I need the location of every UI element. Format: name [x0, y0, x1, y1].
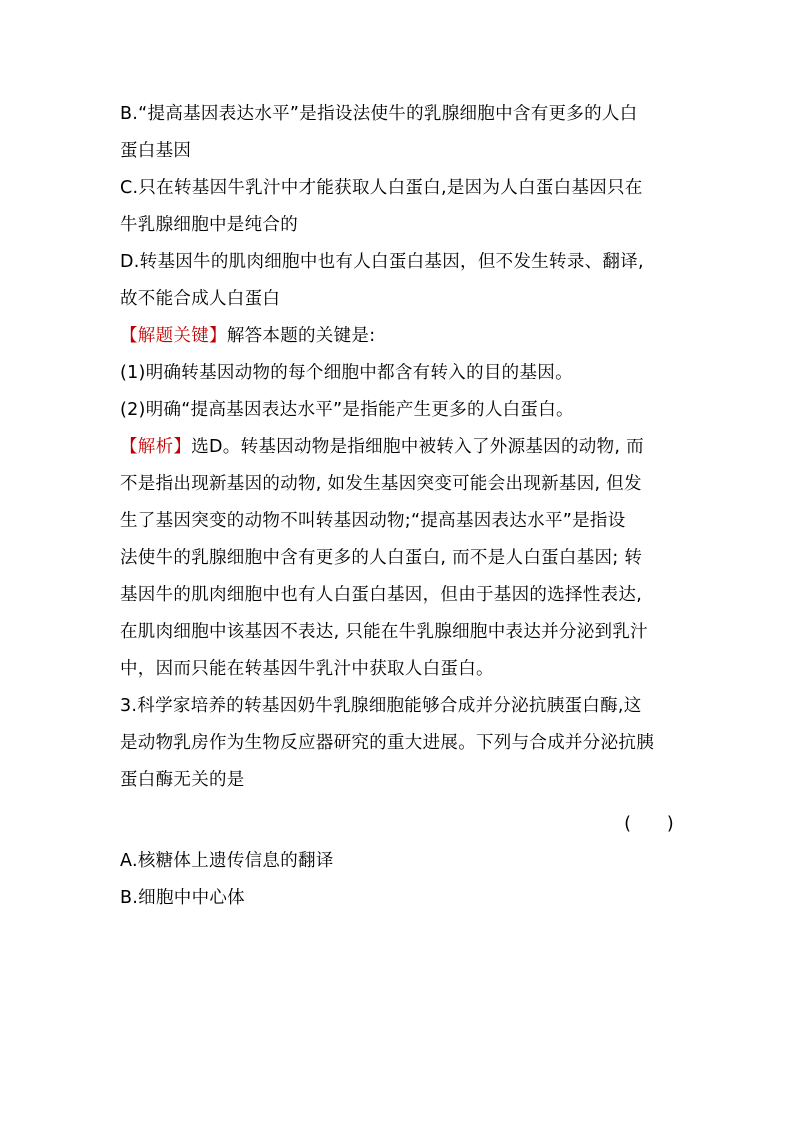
key-intro-line	[120, 318, 680, 355]
key-point-1: (1)明确转基因动物的每个细胞中都含有转入的目的基因。	[120, 363, 573, 383]
option-c-line-2: 牛乳腺细胞中是纯合的	[120, 215, 298, 235]
question-3-line-3: 蛋白酶无关的是	[120, 770, 245, 790]
document-page	[120, 96, 680, 917]
key-tag: 【解题关键】	[120, 326, 227, 346]
analysis-line-1	[120, 429, 680, 466]
analysis-tag: 【解析】	[120, 437, 192, 457]
option-d-line-2: 故不能合成人白蛋白	[120, 289, 281, 309]
question-3-line-2: 是动物乳房作为生物反应器研究的重大进展。下列与合成并分泌抗胰	[120, 733, 654, 753]
option-c-line-1: C.只在转基因牛乳汁中才能获取人白蛋白,是因为人白蛋白基因只在	[120, 178, 643, 198]
analysis-line-6: 在肌肉细胞中该基因不表达, 只能在牛乳腺细胞中表达并分泌到乳汁	[120, 622, 648, 642]
option-b-line-2: 蛋白基因	[120, 141, 192, 161]
analysis-line-5: 基因牛的肌肉细胞中也有人白蛋白基因，但由于基因的选择性表达,	[120, 585, 643, 605]
analysis-line-2: 不是指出现新基因的动物, 如发生基因突变可能会出现新基因, 但发	[120, 474, 642, 494]
question-3-option-b: B.细胞中中心体	[120, 888, 245, 908]
analysis-line-3: 生了基因突变的动物不叫转基因动物;“提高基因表达水平”是指设	[120, 511, 626, 531]
option-d-line-1: D.转基因牛的肌肉细胞中也有人白蛋白基因，但不发生转录、翻译,	[120, 252, 644, 272]
question-3-option-a: A.核糖体上遗传信息的翻译	[120, 851, 334, 871]
analysis-line-4: 法使牛的乳腺细胞中含有更多的人白蛋白, 而不是人白蛋白基因; 转	[120, 548, 643, 568]
answer-blank: ( )	[624, 814, 674, 834]
analysis-line-1-text: 选D。转基因动物是指细胞中被转入了外源基因的动物, 而	[191, 437, 644, 457]
question-3-line-1: 3.科学家培养的转基因奶牛乳腺细胞能够合成并分泌抗胰蛋白酶,这	[120, 696, 642, 716]
analysis-line-7: 中，因而只能在转基因牛乳汁中获取人白蛋白。	[120, 659, 494, 679]
option-b-line-1: B.“提高基因表达水平”是指设法使牛的乳腺细胞中含有更多的人白	[120, 104, 638, 124]
key-point-2: (2)明确“提高基因表达水平”是指能产生更多的人白蛋白。	[120, 400, 574, 420]
key-intro: 解答本题的关键是:	[226, 326, 376, 346]
